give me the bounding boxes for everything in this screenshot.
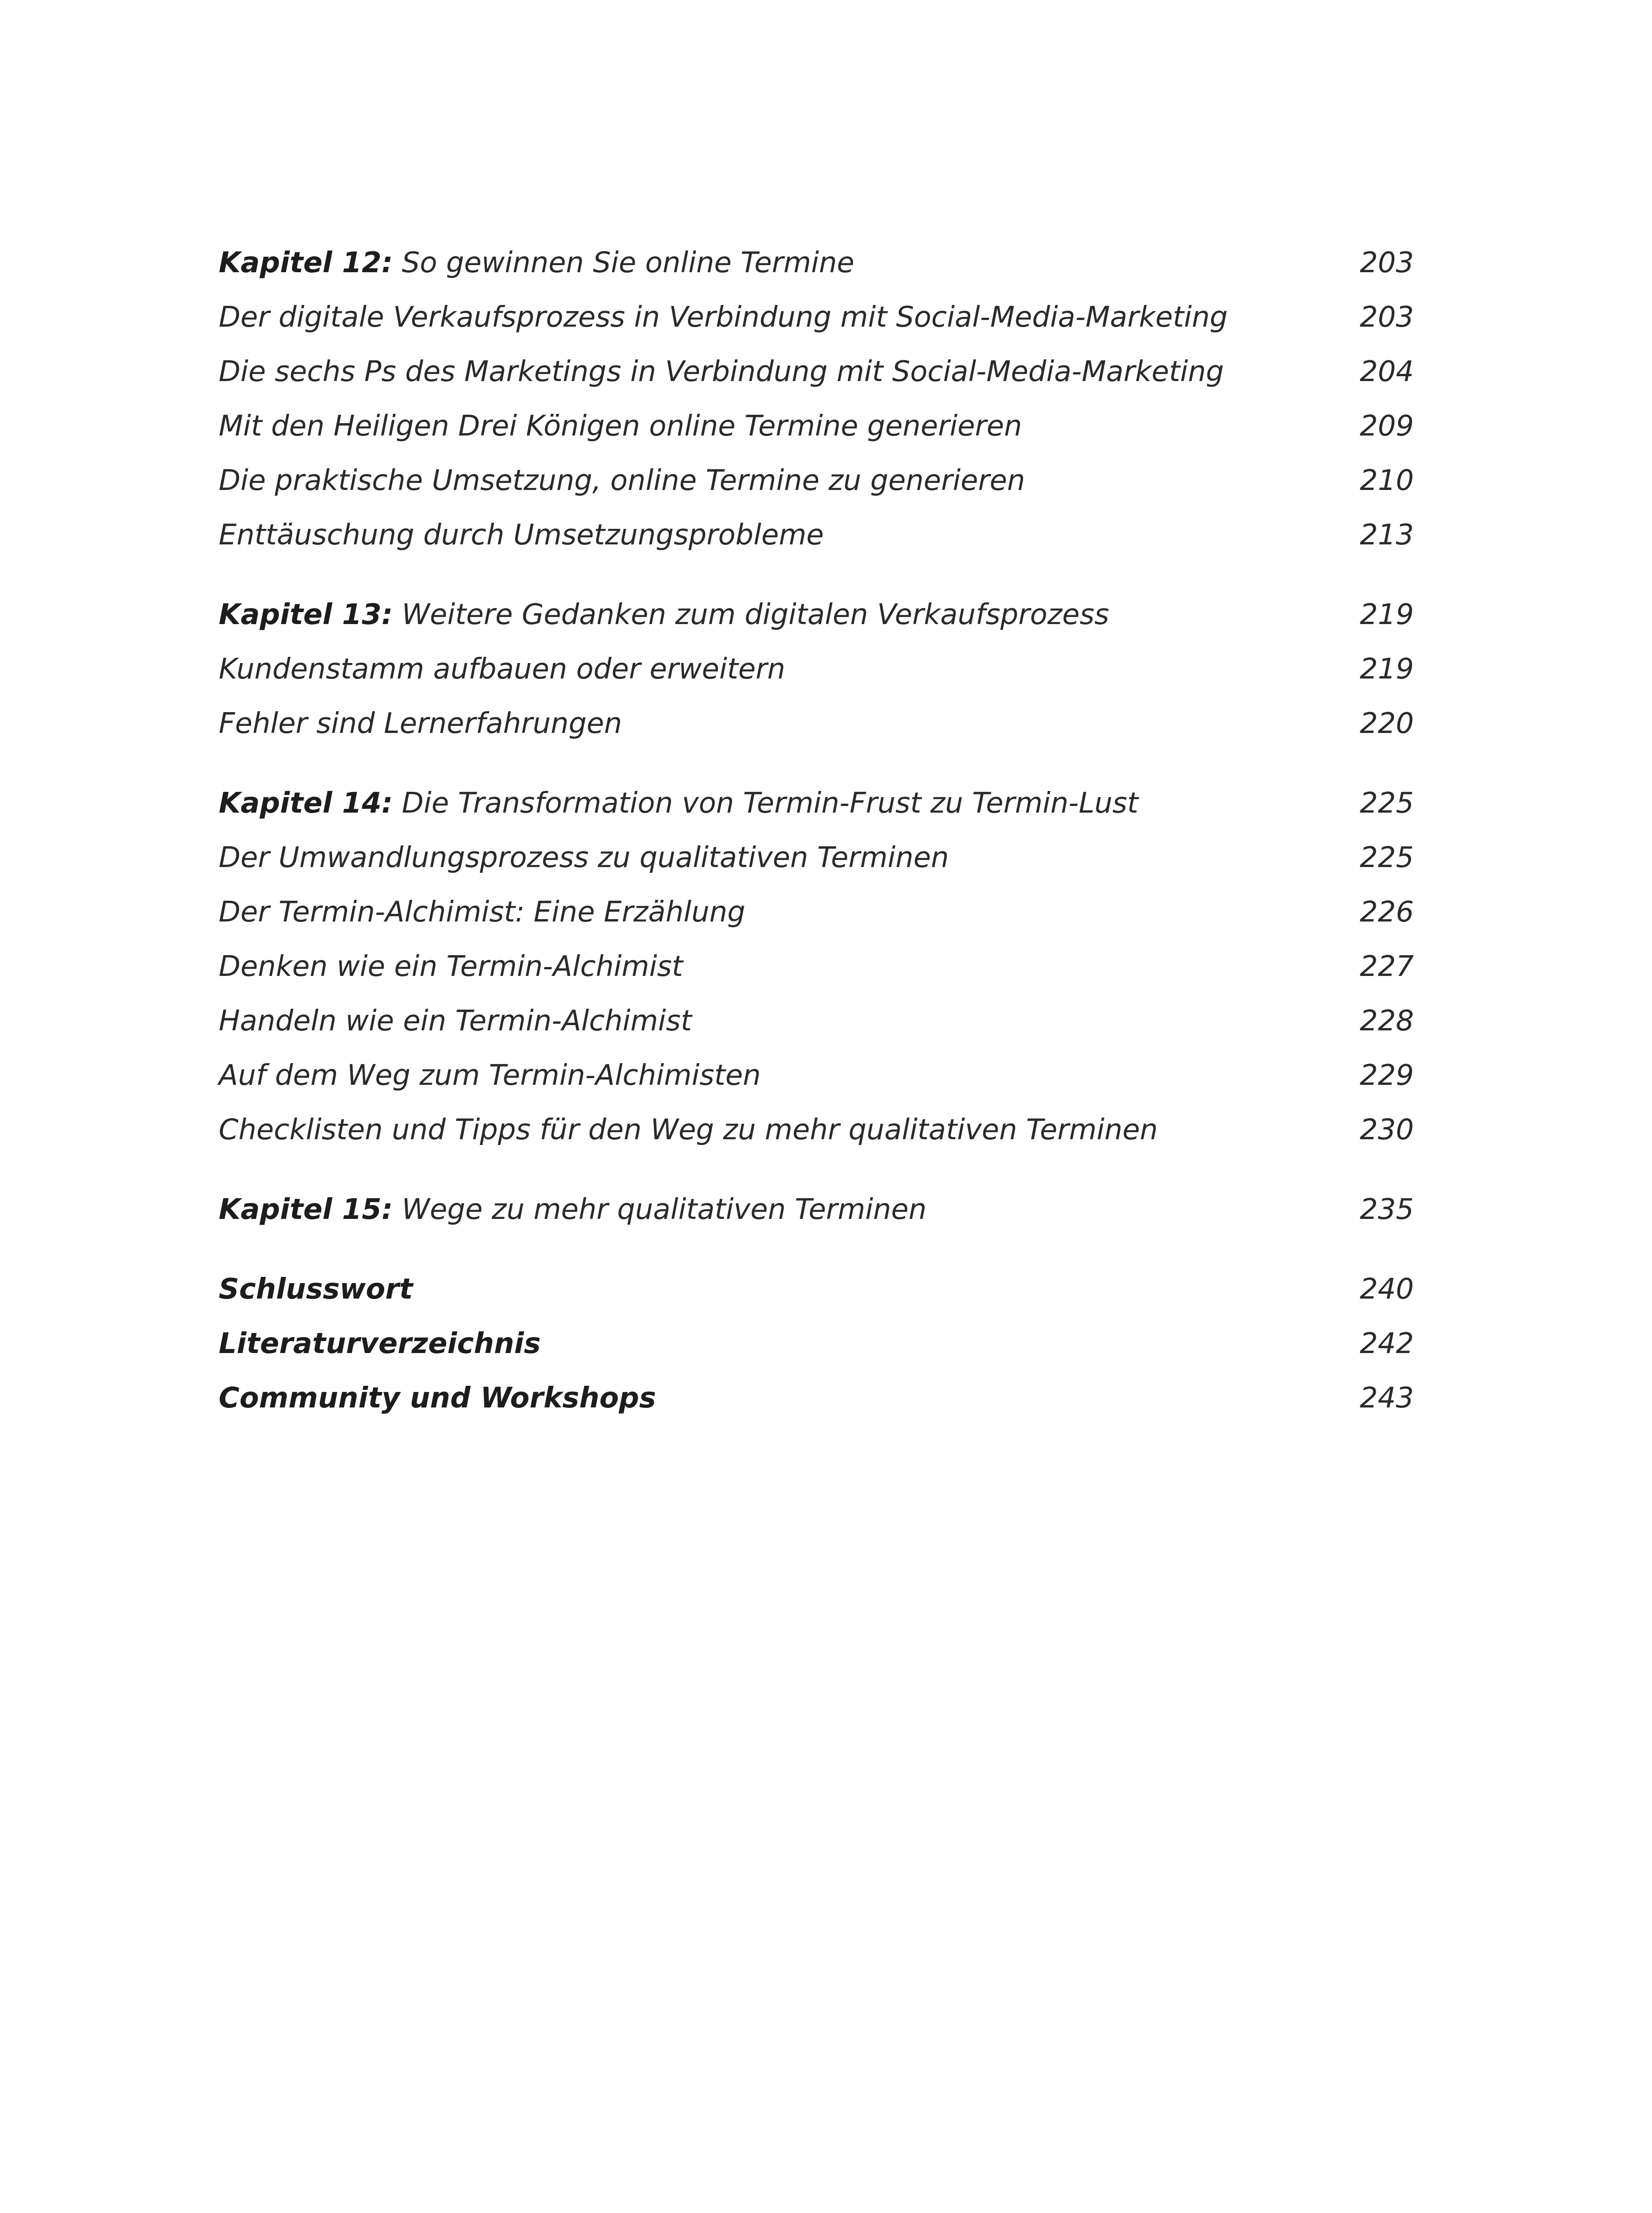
chapter-heading [219, 243, 1414, 283]
chapter-title-text: Wege zu mehr qualitativen Terminen [401, 1193, 926, 1226]
toc-entry [219, 837, 1414, 878]
page-number: 203 [1359, 247, 1414, 279]
toc-entry [219, 946, 1414, 987]
entry-title: Schlusswort [219, 1273, 413, 1306]
chapter-13 [219, 594, 1414, 744]
toc-entry [219, 1055, 1414, 1096]
chapter-label: Kapitel 12: [219, 247, 393, 279]
chapter-label: Kapitel 13: [219, 598, 393, 631]
page-number: 235 [1359, 1193, 1414, 1226]
entry-title: Der Umwandlungsprozess zu qualitativen Terminen [219, 841, 949, 874]
toc-entry [219, 892, 1414, 933]
chapter-12 [219, 243, 1414, 555]
entry-title: Auf dem Weg zum Termin-Alchimisten [219, 1059, 761, 1092]
toc-entry [219, 297, 1414, 338]
page-number: 230 [1359, 1114, 1414, 1146]
page-number: 243 [1359, 1382, 1414, 1415]
entry-title: Literaturverzeichnis [219, 1327, 541, 1360]
toc-entry [219, 649, 1414, 690]
page-number: 220 [1359, 707, 1414, 740]
chapter-label: Kapitel 15: [219, 1193, 393, 1226]
chapter-title [219, 783, 1316, 824]
chapter-15 [219, 1189, 1414, 1230]
entry-title: Der digitale Verkaufsprozess in Verbindung mit Social-Media-Marketing [219, 301, 1228, 334]
page-number: 213 [1359, 519, 1414, 551]
entry-title: Der Termin-Alchimist: Eine Erzählung [219, 896, 745, 929]
chapter-14 [219, 783, 1414, 1150]
chapter-title [219, 594, 1316, 635]
chapter-label: Kapitel 14: [219, 787, 393, 820]
entry-title: Die praktische Umsetzung, online Termine zu generieren [219, 464, 1025, 497]
chapter-heading [219, 594, 1414, 635]
page-number: 219 [1359, 598, 1414, 631]
entry-title: Enttäuschung durch Umsetzungsprobleme [219, 519, 824, 551]
entry-title: Mit den Heiligen Drei Königen online Termine generieren [219, 410, 1022, 443]
page-number: 210 [1359, 464, 1414, 497]
page-number: 225 [1359, 787, 1414, 820]
backmatter [219, 1269, 1414, 1419]
chapter-heading [219, 783, 1414, 824]
entry-title: Kundenstamm aufbauen oder erweitern [219, 653, 785, 686]
page-number: 227 [1359, 950, 1414, 983]
page-number: 209 [1359, 410, 1414, 443]
chapter-title [219, 1189, 1316, 1230]
toc-entry [219, 1001, 1414, 1041]
toc-entry-literaturverzeichnis [219, 1323, 1414, 1364]
table-of-contents [219, 243, 1414, 1457]
toc-entry [219, 703, 1414, 744]
toc-entry [219, 351, 1414, 392]
page-number: 225 [1359, 841, 1414, 874]
toc-entry [219, 515, 1414, 555]
entry-title: Checklisten und Tipps für den Weg zu mehr qualitativen Terminen [219, 1114, 1158, 1146]
page-number: 229 [1359, 1059, 1414, 1092]
chapter-heading [219, 1189, 1414, 1230]
entry-title: Die sechs Ps des Marketings in Verbindung mit Social-Media-Marketing [219, 355, 1224, 388]
entry-title: Handeln wie ein Termin-Alchimist [219, 1005, 692, 1037]
chapter-title-text: So gewinnen Sie online Termine [401, 247, 855, 279]
page-number: 226 [1359, 896, 1414, 929]
chapter-title [219, 243, 1316, 283]
toc-entry-community [219, 1378, 1414, 1419]
toc-entry [219, 1110, 1414, 1150]
toc-entry-schlusswort [219, 1269, 1414, 1310]
toc-entry [219, 460, 1414, 501]
page-number: 204 [1359, 355, 1414, 388]
entry-title: Community und Workshops [219, 1382, 656, 1415]
page-number: 228 [1359, 1005, 1414, 1037]
chapter-title-text: Weitere Gedanken zum digitalen Verkaufsprozess [401, 598, 1109, 631]
toc-entry [219, 406, 1414, 447]
page-number: 240 [1359, 1273, 1414, 1306]
page-number: 203 [1359, 301, 1414, 334]
entry-title: Fehler sind Lernerfahrungen [219, 707, 622, 740]
chapter-title-text: Die Transformation von Termin-Frust zu Termin-Lust [401, 787, 1139, 820]
entry-title: Denken wie ein Termin-Alchimist [219, 950, 683, 983]
page-number: 219 [1359, 653, 1414, 686]
page-number: 242 [1359, 1327, 1414, 1360]
